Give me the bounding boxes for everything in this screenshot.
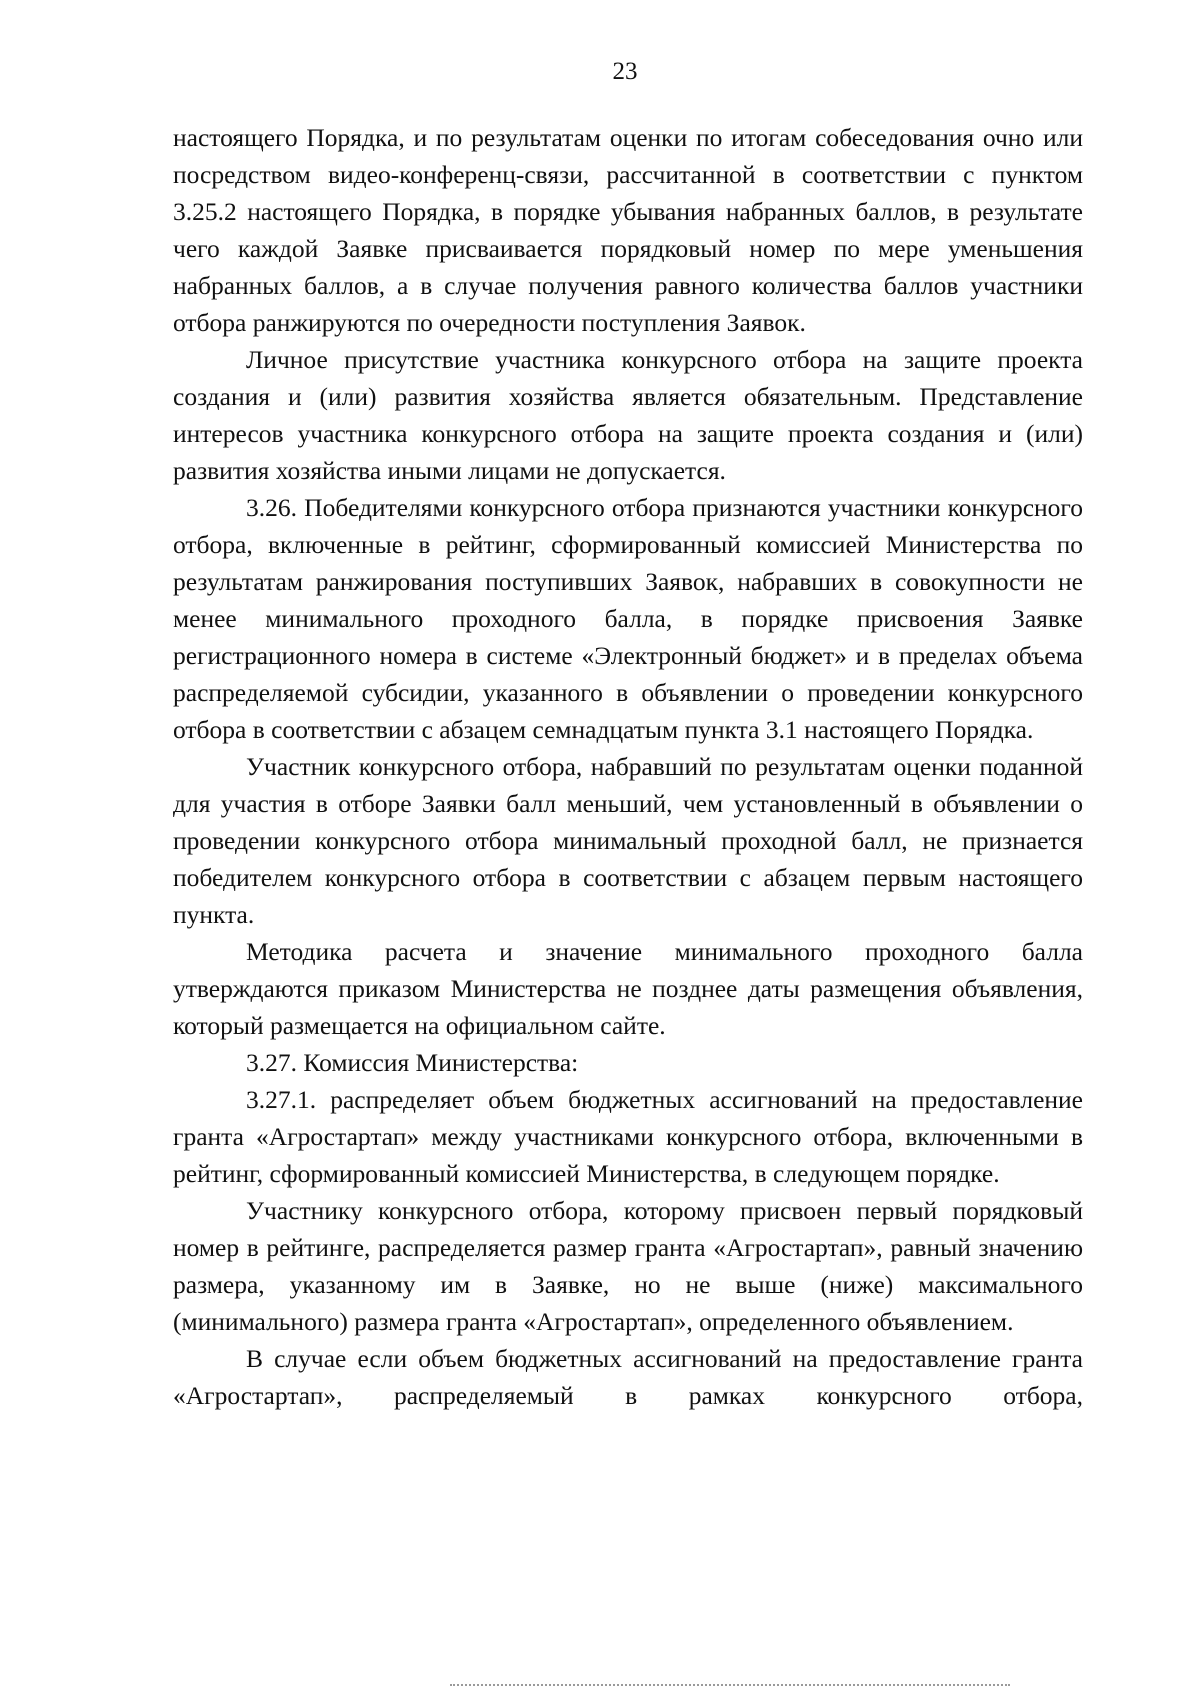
paragraph-methodology: Методика расчета и значение минимального проходного балла утверждаются приказом Министерства не позднее даты размещения объявления, который размещается на официальном сайте. bbox=[173, 937, 1083, 1040]
paragraph-first-participant: Участнику конкурсного отбора, которому присвоен первый порядковый номер в рейтинге, распределяется размер гранта «Агростартап», равный значению размера, указанному им в Заявке, но не выше (ниже) максимального (минимального) размера гранта «Агростартап», определенного объявлением. bbox=[173, 1196, 1083, 1336]
paragraph-budget-case: В случае если объем бюджетных ассигнований на предоставление гранта «Агростартап», распределяемый в рамках конкурсного отбора, bbox=[173, 1344, 1083, 1410]
paragraph-clause-3-26: 3.26. Победителями конкурсного отбора признаются участники конкурсного отбора, включенные в рейтинг, сформированный комиссией Министерства по результатам ранжирования поступивших Заявок, набравших в совокупности не менее минимального проходного балла, в порядке присвоения Заявке регистрационного номера в системе «Электронный бюджет» и в пределах объема распределяемой субсидии, указанного в объявлении о проведении конкурсного отбора в соответствии с абзацем семнадцатым пункта 3.1 настоящего Порядка. bbox=[173, 493, 1083, 744]
paragraph-ranking-continuation: настоящего Порядка, и по результатам оценки по итогам собеседования очно или посредством видео-конференц-связи, рассчитанной в соответствии с пунктом 3.25.2 настоящего Порядка, в порядке убывания набранных баллов, в результате чего каждой Заявке присваивается порядковый номер по мере уменьшения набранных баллов, а в случае получения равного количества баллов участники отбора ранжируются по очередности поступления Заявок. bbox=[173, 123, 1083, 337]
page-number: 23 bbox=[612, 58, 638, 85]
paragraph-clause-3-27: 3.27. Комиссия Министерства: bbox=[246, 1048, 579, 1077]
paragraph-clause-3-27-1: 3.27.1. распределяет объем бюджетных ассигнований на предоставление гранта «Агростартап» между участниками конкурсного отбора, включенными в рейтинг, сформированный комиссией Министерства, в следующем порядке. bbox=[173, 1085, 1083, 1188]
paragraph-not-winner: Участник конкурсного отбора, набравший по результатам оценки поданной для участия в отборе Заявки балл меньший, чем установленный в объявлении о проведении конкурсного отбора минимальный проходной балл, не признается победителем конкурсного отбора в соответствии с абзацем первым настоящего пункта. bbox=[173, 752, 1083, 929]
scan-edge-artifact bbox=[450, 1684, 1010, 1686]
document-body bbox=[173, 119, 1083, 1414]
paragraph-personal-presence: Личное присутствие участника конкурсного отбора на защите проекта создания и (или) развития хозяйства является обязательным. Представление интересов участника конкурсного отбора на защите проекта создания и (или) развития хозяйства иными лицами не допускается. bbox=[173, 345, 1083, 485]
